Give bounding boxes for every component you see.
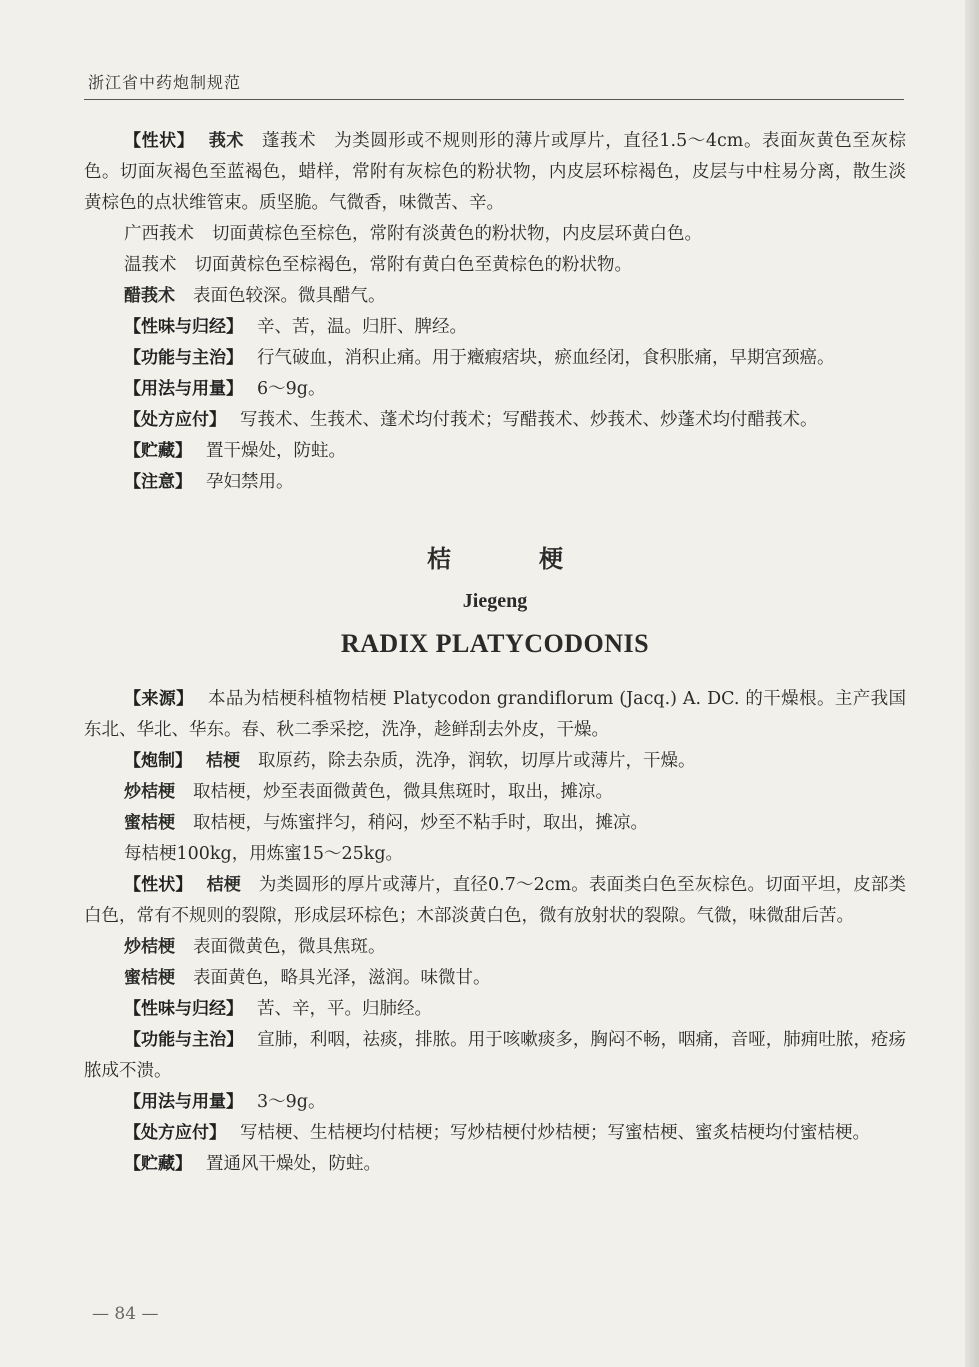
ezhu-yongfa	[84, 374, 906, 405]
jiegeng-chao-desc	[84, 932, 906, 963]
term: 桔梗	[206, 751, 240, 771]
section-label: 【炮制】	[124, 751, 192, 771]
ezhu-chufang	[84, 405, 906, 436]
body-text: 辛、苦，温。归肝、脾经。	[257, 317, 467, 337]
book-spine-edge	[965, 0, 979, 1367]
body-text: 6～9g。	[257, 379, 326, 399]
body-text: 写莪术、生莪术、蓬术均付莪术；写醋莪术、炒莪术、炒蓬术均付醋莪术。	[240, 410, 818, 430]
section-label: 【性味与归经】	[124, 999, 243, 1019]
jiegeng-chufang	[84, 1118, 906, 1149]
body-text: 本品为桔梗科植物桔梗 Platycodon grandiflorum (Jacq.) A. DC. 的干燥根。主产我国东北、华北、华东。春、秋二季采挖，洗净，趁鲜刮去外皮，干燥。	[84, 689, 906, 740]
body-text: 取桔梗，炒至表面微黄色，微具焦斑时，取出，摊凉。	[193, 782, 613, 802]
jiegeng-chao-method	[84, 777, 906, 808]
term: 莪术	[208, 131, 244, 151]
body-text: 为类圆形的厚片或薄片，直径0.7～2cm。表面类白色至灰棕色。切面平坦，皮部类白色，常有不规则的裂隙，形成层环棕色；木部淡黄白色，微有放射状的裂隙。气微，味微甜后苦。	[84, 875, 907, 926]
body-text: 表面色较深。微具醋气。	[193, 286, 386, 306]
header-rule	[84, 99, 904, 100]
entry-title-pinyin: Jiegeng	[462, 590, 528, 612]
page-body	[84, 126, 906, 1180]
body-text: 写桔梗、生桔梗均付桔梗；写炒桔梗付炒桔梗；写蜜桔梗、蜜炙桔梗均付蜜桔梗。	[240, 1123, 870, 1143]
ezhu-wen	[84, 250, 906, 281]
body-text: 为类圆形或不规则形的薄片或厚片，直径1.5～4cm。表面灰黄色至灰棕色。切面灰褐色至蓝褐色，蜡样，常附有灰棕色的粉状物，内皮层环棕褐色，皮层与中柱易分离，散生淡黄棕色的点状维管束。质坚脆。气微香，味微苦、辛。	[84, 131, 907, 213]
section-label: 【用法与用量】	[124, 379, 243, 399]
body-text: 表面黄色，略具光泽，滋润。味微甘。	[193, 968, 491, 988]
subterm: 蓬莪术	[261, 131, 317, 151]
section-label: 【功能与主治】	[124, 1030, 244, 1050]
body-text: 孕妇禁用。	[206, 472, 294, 492]
term: 温莪术	[124, 255, 177, 275]
ezhu-guangxi	[84, 219, 906, 250]
section-label: 【贮藏】	[124, 1154, 192, 1174]
body-text: 取桔梗，与炼蜜拌匀，稍闷，炒至不粘手时，取出，摊凉。	[193, 813, 648, 833]
running-title: 浙江省中药炮制规范	[88, 73, 242, 92]
jiegeng-mi-desc	[84, 963, 906, 994]
jiegeng-xingzhuang	[84, 870, 906, 932]
jiegeng-laiyuan	[84, 684, 906, 746]
section-label: 【性味与归经】	[124, 317, 243, 337]
section-label: 【处方应付】	[124, 1123, 226, 1143]
jiegeng-xingwei	[84, 994, 906, 1025]
term: 炒桔梗	[124, 782, 175, 802]
body-text: 置通风干燥处，防蛀。	[206, 1154, 381, 1174]
section-label: 【用法与用量】	[124, 1092, 243, 1112]
section-label: 【性状】	[124, 875, 193, 895]
ezhu-cu	[84, 281, 906, 312]
section-label: 【性状】	[124, 131, 195, 151]
body-text: 苦、辛，平。归肺经。	[257, 999, 432, 1019]
ezhu-zhuyi	[84, 467, 906, 498]
jiegeng-yongfa	[84, 1087, 906, 1118]
term: 桔梗	[206, 875, 241, 895]
ezhu-xingzhuang	[84, 126, 906, 219]
body-text: 3～9g。	[257, 1092, 326, 1112]
body-text: 切面黄棕色至棕色，常附有淡黄色的粉状物，内皮层环黄白色。	[212, 224, 702, 244]
body-text: 切面黄棕色至棕褐色，常附有黄白色至黄棕色的粉状物。	[194, 255, 632, 275]
page-number: — 84 —	[92, 1304, 159, 1324]
body-text: 置干燥处，防蛀。	[206, 441, 346, 461]
term: 广西莪术	[124, 224, 194, 244]
body-text: 取原药，除去杂质，洗净，润软，切厚片或薄片，干燥。	[258, 751, 696, 771]
body-text: 宣肺，利咽，祛痰，排脓。用于咳嗽痰多，胸闷不畅，咽痛，音哑，肺痈吐脓，疮疡脓成不溃。	[84, 1030, 907, 1081]
jiegeng-zhucang	[84, 1149, 906, 1180]
body-text: 行气破血，消积止痛。用于癥瘕痞块，瘀血经闭，食积胀痛，早期宫颈癌。	[257, 348, 835, 368]
body-text: 表面微黄色，微具焦斑。	[193, 937, 386, 957]
section-label: 【处方应付】	[124, 410, 226, 430]
jiegeng-honey-ratio: 每桔梗100kg，用炼蜜15～25kg。	[124, 844, 404, 864]
jiegeng-mi-method	[84, 808, 906, 839]
term: 醋莪术	[124, 286, 175, 306]
jiegeng-gongneng	[84, 1025, 906, 1087]
section-label: 【功能与主治】	[124, 348, 243, 368]
jiegeng-paozhi	[84, 746, 906, 777]
ezhu-gongneng	[84, 343, 906, 374]
ezhu-zhucang	[84, 436, 906, 467]
entry-title-chinese: 桔梗	[427, 545, 651, 573]
section-label: 【注意】	[124, 472, 192, 492]
ezhu-xingwei	[84, 312, 906, 343]
entry-title-latin: RADIX PLATYCODONIS	[340, 629, 650, 658]
section-label: 【来源】	[124, 689, 194, 709]
term: 蜜桔梗	[124, 968, 175, 988]
section-label: 【贮藏】	[124, 441, 192, 461]
term: 炒桔梗	[124, 937, 175, 957]
term: 蜜桔梗	[124, 813, 175, 833]
